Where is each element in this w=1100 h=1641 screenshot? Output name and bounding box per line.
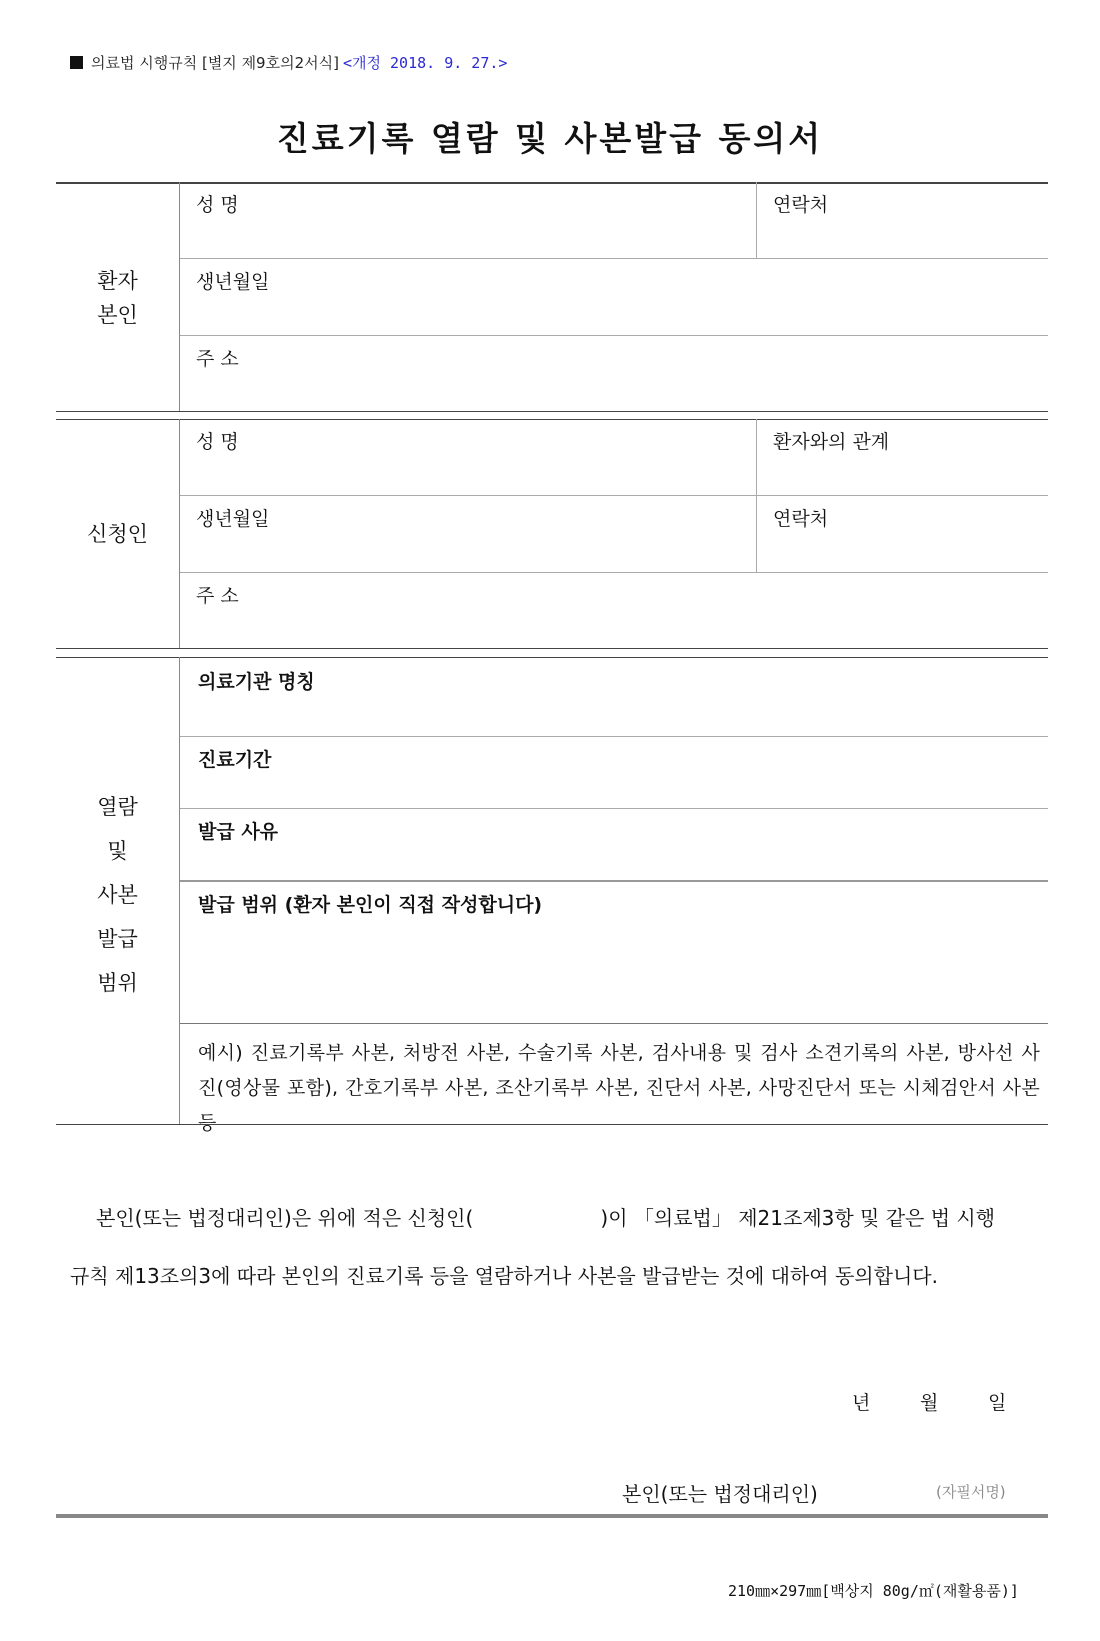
patient-address-label: 주 소: [196, 348, 239, 370]
issue-range-field[interactable]: [180, 882, 1048, 1024]
issue-reason-label: 발급 사유: [198, 821, 279, 843]
square-bullet-icon: [70, 56, 83, 69]
applicant-contact-label: 연락처: [773, 508, 829, 530]
applicant-name-field[interactable]: [180, 419, 756, 496]
revision-date: <개정 2018. 9. 27.>: [342, 54, 508, 72]
applicant-address-field[interactable]: [180, 573, 1048, 649]
scope-label-line-2: 및: [107, 839, 128, 863]
patient-contact-field[interactable]: [757, 182, 1048, 259]
patient-birth-label: 생년월일: [196, 271, 270, 293]
patient-address-field[interactable]: [180, 336, 1048, 412]
applicant-birth-label: 생년월일: [196, 508, 270, 530]
date-day-label: 일: [988, 1392, 1007, 1414]
applicant-contact-field[interactable]: [757, 496, 1048, 573]
applicant-relation-field[interactable]: [757, 419, 1048, 496]
document-title: 진료기록 열람 및 사본발급 동의서: [276, 119, 824, 158]
applicant-section-label: 신청인: [87, 522, 148, 546]
scope-label-line-1: 열람: [97, 795, 138, 819]
issue-range-example: 예시) 진료기록부 사본, 처방전 사본, 수술기록 사본, 검사내용 및 검사 소견기록의 사본, 방사선 사진(영상물 포함), 간호기록부 사본, 조산기록부 사본, 진단서 사본, 사망진단서 또는 시체검안서 사본 등: [198, 1042, 1040, 1134]
consent-statement: [70, 1189, 1030, 1305]
patient-name-label: 성 명: [196, 194, 239, 216]
form-reference: [70, 52, 507, 73]
applicant-birth-field[interactable]: [180, 496, 756, 573]
paper-spec: 210㎜×297㎜[백상지 80g/㎡(재활용품)]: [728, 1582, 1019, 1600]
patient-section-label: [56, 264, 179, 332]
patient-birth-field[interactable]: [180, 259, 1048, 336]
date-year-label: 년: [852, 1392, 871, 1414]
issue-reason-field[interactable]: [180, 809, 1048, 882]
treatment-period-field[interactable]: [180, 737, 1048, 809]
patient-label-line2: 본인: [97, 303, 138, 327]
treatment-period-label: 진료기간: [198, 749, 272, 771]
consent-line-1: 본인(또는 법정대리인)은 위에 적은 신청인( )이 「의료법」 제21조제3항 및 같은 법 시행: [96, 1206, 996, 1230]
institution-name-field[interactable]: [180, 657, 1048, 737]
patient-section: [56, 182, 1048, 412]
applicant-address-label: 주 소: [196, 585, 239, 607]
applicant-section: [56, 419, 1048, 649]
patient-name-field[interactable]: [180, 182, 756, 259]
bottom-divider: [56, 1514, 1048, 1518]
patient-label-line1: 환자: [97, 269, 138, 293]
date-month-label: 월: [920, 1392, 939, 1414]
scope-label-line-3: 사본: [97, 883, 138, 907]
form-info: 의료법 시행규칙 [별지 제9호의2서식]: [91, 54, 339, 72]
signature-field[interactable]: (자필서명): [936, 1483, 1006, 1501]
institution-name-label: 의료기관 명칭: [198, 671, 315, 693]
issue-range-label: 발급 범위 (환자 본인이 직접 작성합니다): [198, 894, 543, 916]
applicant-name-label: 성 명: [196, 431, 239, 453]
applicant-relation-label: 환자와의 관계: [773, 431, 890, 453]
scope-section-label: [56, 785, 179, 1005]
scope-label-line-4: 발급: [97, 927, 138, 951]
scope-label-line-5: 범위: [97, 971, 138, 995]
consent-line-2: 규칙 제13조의3에 따라 본인의 진료기록 등을 열람하거나 사본을 발급받는 것에 대하여 동의합니다.: [70, 1264, 938, 1288]
date-row: [852, 1388, 1006, 1415]
signature-label: 본인(또는 법정대리인): [622, 1482, 818, 1506]
patient-contact-label: 연락처: [773, 194, 829, 216]
